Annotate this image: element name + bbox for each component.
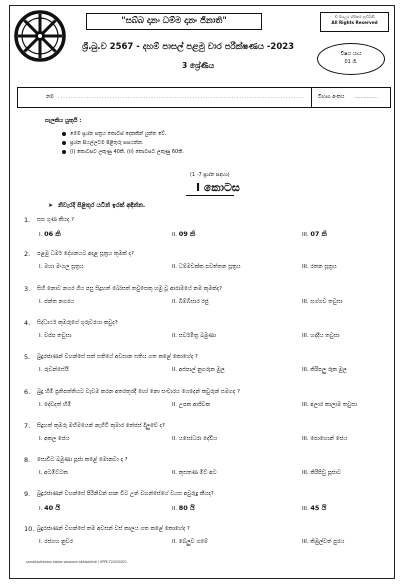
option-value: රුවන්සේයි bbox=[44, 367, 69, 373]
answer-option[interactable] bbox=[172, 264, 241, 271]
option-label: II. bbox=[172, 506, 177, 512]
option-value: බිම්බිසාර රජු bbox=[178, 299, 209, 305]
bullet-icon bbox=[62, 132, 66, 136]
instruction-item: (i) කොටසට ලකුණු 40කි. (ii) කොටසට ලකුණු 60කි. bbox=[62, 149, 184, 155]
copyright-sinhala: © සියලුම හිමිකම් ඇවිරිණි bbox=[334, 15, 375, 19]
option-label: II. bbox=[172, 299, 177, 305]
option-label: III. bbox=[302, 232, 309, 238]
option-value: 07 කි bbox=[310, 230, 327, 238]
question-number: 9. bbox=[24, 490, 31, 498]
answer-option[interactable] bbox=[39, 333, 71, 340]
question-range-note: (1 -7 ප්‍රශ්න සඳහා) bbox=[190, 172, 230, 178]
option-value: ජන්ත නගරය bbox=[44, 299, 75, 305]
answer-option[interactable] bbox=[172, 367, 225, 374]
footer-code: sambhadhanam sabbe sasanam abhisekhidi / SPPE-T20030021 bbox=[26, 560, 127, 564]
option-label: II. bbox=[172, 333, 177, 339]
question-text: සඝ ගුණ කීයද ? bbox=[37, 217, 75, 223]
answer-option[interactable] bbox=[39, 367, 69, 374]
dharma-wheel-logo bbox=[13, 9, 67, 63]
answer-option[interactable] bbox=[172, 333, 216, 340]
exam-title: ශ්‍රී.බු.ව 2567 - දහම් පාසල් පළමු වාර පරීක්ෂණය -2023 bbox=[82, 42, 295, 52]
option-label: I. bbox=[39, 402, 43, 408]
question-number: 8. bbox=[24, 456, 31, 464]
option-value: සර්වමිත්‍ර බමුණා bbox=[178, 333, 217, 339]
option-value: කුසතණ මිට් අට bbox=[178, 470, 217, 476]
question-text: සිහි නොව නගර ගිය පසු සිදුහත් බෝසත් තවුසෙකු හමු වූ ආරාමයේ නම කුමක්ද? bbox=[37, 286, 222, 292]
grade-label: 3 ශ්‍රේණිය bbox=[182, 61, 215, 70]
option-label: II. bbox=[172, 539, 177, 545]
option-label: I. bbox=[39, 436, 43, 442]
question-number: 3. bbox=[24, 285, 31, 293]
motto-banner: "සබ්බ දානං ධම්ම දානං ජිනාති" bbox=[86, 13, 262, 30]
answer-option[interactable] bbox=[172, 299, 208, 306]
option-label: II. bbox=[172, 367, 177, 373]
answer-option[interactable] bbox=[172, 402, 210, 409]
answer-option[interactable] bbox=[302, 333, 339, 340]
bullet-icon bbox=[62, 150, 66, 154]
answer-option[interactable] bbox=[302, 264, 337, 271]
index-number-field[interactable]: ............... bbox=[354, 94, 378, 100]
option-label: II. bbox=[172, 436, 177, 442]
question-number: 2. bbox=[24, 250, 31, 258]
subject-code-oval bbox=[317, 43, 385, 75]
option-value: වප්ප තවුසා bbox=[44, 333, 72, 339]
answer-option[interactable] bbox=[302, 504, 326, 513]
copyright-english: All Rights Reserved bbox=[331, 20, 378, 25]
option-value: බේලුව ගමේ bbox=[178, 539, 208, 545]
option-label: III. bbox=[302, 470, 309, 476]
option-label: II. bbox=[172, 470, 177, 476]
option-label: II. bbox=[172, 402, 177, 408]
option-label: I. bbox=[39, 506, 43, 512]
question-text: බුදු හිමි ප්‍රතිපත්තියට වැඩම කරන අතරතුරදී හෝ නො සංචාරය ගෙදෙන් කවුරුන් සමගද ? bbox=[37, 389, 240, 395]
answer-option[interactable] bbox=[302, 367, 347, 374]
option-value: යසෝධරා දේවිය bbox=[178, 436, 218, 442]
option-value: උපක ආජිවක bbox=[178, 402, 211, 408]
answer-option[interactable] bbox=[172, 539, 208, 546]
option-value: අකල ජෙය bbox=[44, 436, 70, 442]
answer-option[interactable] bbox=[302, 402, 357, 409]
option-label: III. bbox=[302, 264, 309, 270]
option-label: III. bbox=[302, 506, 309, 512]
question-text: සිදුහත් කුමරු මහිමයෙන් නැගිටි කුමාර තේජස් දිලුවේ ද? bbox=[37, 423, 165, 429]
index-number-label: විභාග අංකය bbox=[318, 94, 345, 100]
option-label: I. bbox=[39, 232, 43, 238]
option-value: කිඹුල්වත් පුරය bbox=[310, 539, 345, 545]
option-label: II. bbox=[172, 264, 177, 270]
option-value: 45 යි bbox=[310, 504, 327, 512]
answer-option[interactable] bbox=[39, 470, 68, 477]
option-value: කිරිපිඩු පූජාව bbox=[310, 470, 341, 476]
answer-option[interactable] bbox=[39, 230, 61, 239]
question-text: බුදුරජාණන් වහන්සේ පිරිනිවන් පාන විට උන් වහන්සේගේ වයස අවුරුදු කීයද? bbox=[37, 491, 214, 497]
option-value: 40 යි bbox=[44, 504, 61, 512]
option-label: I. bbox=[39, 299, 43, 305]
option-value: හද්දිය තවුසා bbox=[310, 333, 340, 339]
option-label: III. bbox=[302, 402, 309, 408]
part-instruction: ➤ නිවැරදි පිළිතුර යටින් ඉරක් අඳින්න. bbox=[48, 202, 146, 209]
answer-option[interactable] bbox=[172, 230, 195, 239]
option-value: භග්ගව තවුසා bbox=[310, 299, 343, 305]
question-text: පළමු ධර්ම දේශනයට අදාළ සූත්‍රය කුමක් ද? bbox=[37, 251, 134, 257]
answer-option[interactable] bbox=[302, 299, 342, 306]
question-number: 10. bbox=[24, 525, 35, 533]
option-label: III. bbox=[302, 299, 309, 305]
answer-option[interactable] bbox=[39, 299, 74, 306]
question-number: 4. bbox=[24, 319, 31, 327]
question-number: 7. bbox=[24, 422, 31, 430]
arrow-icon: ➤ bbox=[48, 202, 54, 209]
option-label: II. bbox=[172, 232, 177, 238]
instruction-item: ප්‍රශ්න සියල්ලටම පිළිතුරු සපයන්න. bbox=[62, 140, 144, 146]
option-label: I. bbox=[39, 367, 43, 373]
option-label: III. bbox=[302, 333, 309, 339]
answer-option[interactable] bbox=[39, 402, 71, 409]
instructions-title: සැලකිය යුතුයි : bbox=[45, 118, 82, 124]
answer-option[interactable] bbox=[302, 539, 344, 546]
copyright-box bbox=[320, 12, 389, 32]
option-value: 09 කි bbox=[178, 230, 196, 238]
answer-option[interactable] bbox=[172, 470, 217, 477]
question-number: 5. bbox=[24, 353, 31, 361]
bullet-icon bbox=[62, 141, 66, 145]
answer-option[interactable] bbox=[302, 436, 347, 443]
question-text: බුදුරජාණන් වහන්සේ තම අවසන් වස් කාලය ගත කළේ කොහේද ? bbox=[37, 526, 190, 532]
option-value: ධම්මචක්ක පවත්තන සූත්‍රය bbox=[178, 264, 241, 270]
exam-paper bbox=[9, 5, 395, 579]
question-text: සිද්ධාර්ථ කුමරුගේ ගුරුවරයා කවුද? bbox=[37, 320, 118, 326]
option-label: I. bbox=[39, 264, 43, 270]
answer-option[interactable] bbox=[172, 436, 217, 443]
question-number: 1. bbox=[24, 216, 31, 224]
answer-option[interactable] bbox=[39, 264, 84, 271]
answer-option[interactable] bbox=[302, 230, 327, 239]
part-title-underline bbox=[186, 195, 234, 196]
option-value: පොහොන් ජෙය bbox=[310, 436, 348, 442]
option-value: 80 යි bbox=[178, 504, 195, 512]
name-label: නම bbox=[46, 94, 54, 100]
option-label: I. bbox=[39, 539, 43, 545]
question-number: 6. bbox=[24, 388, 31, 396]
option-label: III. bbox=[302, 436, 309, 442]
part-title: I කොටස bbox=[196, 181, 240, 194]
student-info-box bbox=[17, 87, 391, 108]
info-divider bbox=[311, 88, 312, 107]
answer-option[interactable] bbox=[39, 504, 60, 513]
name-field[interactable]: ............................................................................................... bbox=[58, 94, 304, 100]
option-label: I. bbox=[39, 333, 43, 339]
question-text: සොවිට බමුණා පූජා කළේ මොනවා ද ? bbox=[37, 457, 128, 463]
answer-option[interactable] bbox=[39, 436, 69, 443]
option-label: III. bbox=[302, 539, 309, 545]
option-label: I. bbox=[39, 470, 43, 476]
option-value: අටමිට්ටක bbox=[44, 470, 68, 476]
option-value: 06 කි bbox=[44, 230, 61, 238]
option-value: රතන සූත්‍රය bbox=[310, 264, 337, 270]
instruction-item: මෙම ප්‍රශ්න පත්‍රය කොටස් දෙකකින් යුක්ත වේ. bbox=[62, 131, 167, 137]
answer-option[interactable] bbox=[39, 539, 73, 546]
option-value: රජගහ නුවර bbox=[44, 539, 73, 545]
question-text: බුදුරජාණන් වහන්සේ සත් සතියේ අවසාන සතිය ගත කළේ කොහේද ? bbox=[37, 354, 198, 360]
answer-option[interactable] bbox=[302, 470, 341, 477]
option-value: මහා මංගල සූත්‍රය bbox=[44, 264, 84, 270]
option-value: කිරිපලු රුක මුල bbox=[310, 367, 347, 373]
subject-label: විෂය යාය bbox=[340, 51, 362, 57]
option-value: දේවදත් හිමි bbox=[44, 402, 72, 408]
subject-code: 01 ශි. bbox=[344, 59, 358, 65]
option-label: III. bbox=[302, 367, 309, 373]
option-value: අජපාල් නුගරුක මුල bbox=[178, 367, 225, 373]
answer-option[interactable] bbox=[172, 504, 195, 513]
option-value: අලාර කාලාම තවුසා bbox=[310, 402, 358, 408]
